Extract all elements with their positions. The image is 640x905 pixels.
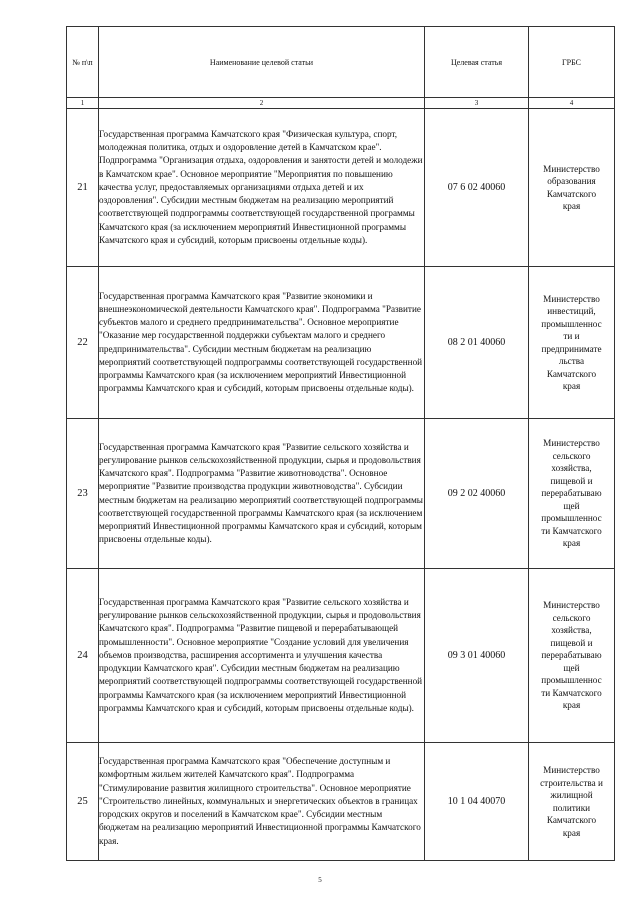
row-target-code: 08 2 01 40060 [425, 267, 529, 419]
row-grbs: Министерство строительства и жилищной политики Камчатского края [529, 743, 615, 861]
row-number: 25 [67, 743, 99, 861]
page-number: 5 [318, 876, 322, 884]
table-row [67, 569, 615, 743]
column-number-row [67, 98, 615, 109]
colnum-4: 4 [529, 98, 615, 109]
row-description: Государственная программа Камчатского края "Развитие экономики и внешнеэкономической деятельности Камчатского края". Подпрограмма "Развитие субъектов малого и среднего предпринимательства". Основное мероприятие "Оказание мер государственной поддержки субъектам малого и среднего предпринимательства". Субсидии местным бюджетам на реализацию мероприятий соответствующей подпрограммы соответствующей государственной программы Камчатского края (за исключением мероприятий Инвестиционной программы Камчатского края и субсидий, которым присвоены отдельные коды). [99, 267, 425, 419]
row-description: Государственная программа Камчатского края "Физическая культура, спорт, молодежная политика, отдых и оздоровление детей в Камчатском крае". Подпрограмма "Организация отдыха, оздоровления и занятости детей и молодежи в Камчатском крае". Основное мероприятие "Мероприятия по повышению качества услуг, предоставляемых организациями отдыха детей и их оздоровления". Субсидии местным бюджетам на реализацию мероприятий соответствующей подпрограммы соответствующей государственной программы Камчатского края (за исключением мероприятий Инвестиционной программы Камчатского края и субсидий, которым присвоены отдельные коды). [99, 109, 425, 267]
row-description: Государственная программа Камчатского края "Развитие сельского хозяйства и регулирование рынков сельскохозяйственной продукции, сырья и продовольствия Камчатского края". Подпрограмма "Развитие пищевой и перерабатывающей промышленности". Основное мероприятие "Создание условий для увеличения объемов производства, расширения ассортимента и улучшения качества продукции Камчатского края". Субсидии местным бюджетам на реализацию мероприятий соответствующей подпрограммы соответствующей государственной программы Камчатского края (за исключением мероприятий Инвестиционной программы Камчатского края и субсидий, которым присвоены отдельные коды). [99, 569, 425, 743]
row-number: 21 [67, 109, 99, 267]
header-name: Наименование целевой статьи [99, 27, 425, 98]
row-description: Государственная программа Камчатского края "Развитие сельского хозяйства и регулирование рынков сельскохозяйственной продукции, сырья и продовольствия Камчатского края". Подпрограмма "Развитие животноводства". Основное мероприятие "Развитие производства продукции животноводства". Субсидии местным бюджетам на реализацию мероприятий соответствующей подпрограммы соответствующей государственной программы Камчатского края (за исключением мероприятий Инвестиционной программы Камчатского края и субсидий, которым присвоены отдельные коды). [99, 419, 425, 569]
table-row [67, 743, 615, 861]
table-row [67, 267, 615, 419]
row-grbs: Министерство сельского хозяйства, пищевой и перерабатываю щей промышленнос ти Камчатского края [529, 419, 615, 569]
colnum-2: 2 [99, 98, 425, 109]
budget-table [66, 26, 615, 861]
row-target-code: 09 3 01 40060 [425, 569, 529, 743]
header-grbs: ГРБС [529, 27, 615, 98]
header-num: № п\п [67, 27, 99, 98]
row-target-code: 07 6 02 40060 [425, 109, 529, 267]
row-target-code: 09 2 02 40060 [425, 419, 529, 569]
header-code: Целевая статья [425, 27, 529, 98]
table-row [67, 419, 615, 569]
row-grbs: Министерство сельского хозяйства, пищевой и перерабатываю щей промышленнос ти Камчатского края [529, 569, 615, 743]
row-grbs: Министерство инвестиций, промышленнос ти и предприниматe льства Камчатского края [529, 267, 615, 419]
row-number: 24 [67, 569, 99, 743]
table-header-row [67, 27, 615, 98]
row-number: 23 [67, 419, 99, 569]
colnum-3: 3 [425, 98, 529, 109]
row-target-code: 10 1 04 40070 [425, 743, 529, 861]
colnum-1: 1 [67, 98, 99, 109]
row-grbs: Министерство образования Камчатского края [529, 109, 615, 267]
row-description: Государственная программа Камчатского края "Обеспечение доступным и комфортным жильем жителей Камчатского края". Подпрограмма "Стимулирование развития жилищного строительства". Основное мероприятие "Строительство линейных, коммунальных и энергетических объектов в границах городских округов и поселений в Камчатском крае". Субсидии местным бюджетам на реализацию мероприятий Инвестиционной программы Камчатского края. [99, 743, 425, 861]
row-number: 22 [67, 267, 99, 419]
table-row [67, 109, 615, 267]
